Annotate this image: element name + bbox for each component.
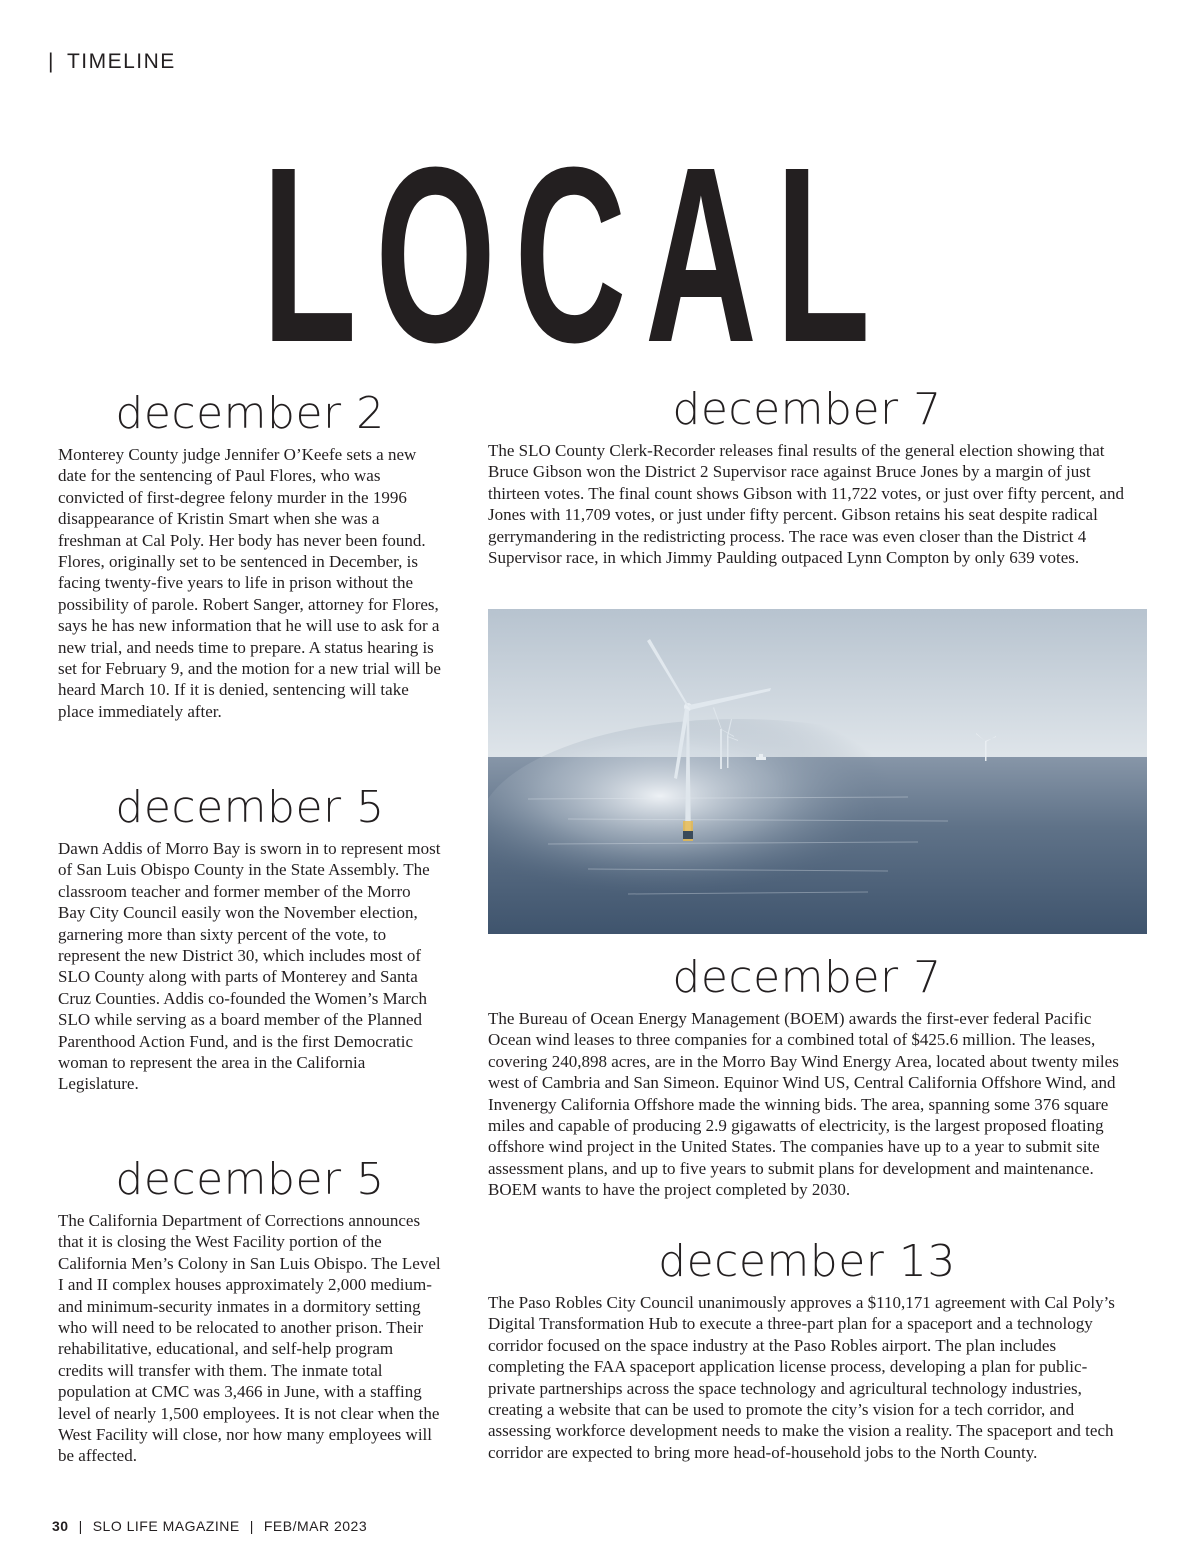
entry-date: december 13: [658, 1236, 956, 1287]
entry-date: december 5: [115, 782, 385, 833]
wind-turbine-photo: [488, 609, 1147, 934]
entry-date: december 7: [672, 952, 942, 1003]
entry-text: The SLO County Clerk-Recorder releases final results of the general election showing that Bruce Gibson won the District 2 Supervisor race against Bruce Jones by a margin of just thirteen votes. The final count shows Gibson with 11,722 votes, or just over fifty percent, and Jones with 11,709 votes, or just under fifty percent. Gibson retains his seat despite radical gerrymandering in the redistricting process. The race was even closer than the District 4 Supervisor race, in which Jimmy Paulding outpaced Lynn Compton by only 639 votes.: [488, 441, 1124, 568]
entry-text: The California Department of Corrections announces that it is closing the West Facility portion of the California Men’s Colony in San Luis Obispo. The Level I and II complex houses approximately 2,000 medium- and minimum-security inmates in a dormitory setting who will need to be relocated to another prison. Their rehabilitative, educational, and self-help program credits will transfer with them. The inmate total population at CMC was 3,466 in June, with a staffing level of nearly 1,500 employees. It is not clear when the West Facility will close, nor how many employees will be affected.: [58, 1211, 441, 1466]
offshore-wind-photo-image: [488, 609, 1147, 934]
entry-text: The Paso Robles City Council unanimously approves a $110,171 agreement with Cal Poly’s Digital Transformation Hub to execute a three-part plan for a spaceport and a technology corridor focused on the space industry at the Paso Robles airport. The plan includes completing the FAA spaceport application license process, developing a plan for public-private partnerships across the space technology and agricultural technology industries, creating a website that can be used to promote the city’s vision for a tech corridor, and assessing workforce development needs to make the vision a reality. The spaceport and tech corridor are expected to bring more head-of-household jobs to the North County.: [488, 1293, 1115, 1462]
section-name: TIMELINE: [66, 50, 176, 73]
timeline-entry: [488, 952, 1126, 1201]
page-title: LOCAL: [262, 115, 889, 394]
entry-date: december 2: [115, 388, 385, 439]
footer-divider: |: [78, 1518, 83, 1534]
timeline-entry: [58, 1154, 442, 1467]
timeline-entry: [488, 1236, 1126, 1463]
timeline-entry: [58, 388, 442, 722]
entry-text: Dawn Addis of Morro Bay is sworn in to represent most of San Luis Obispo County in the State Assembly. The classroom teacher and former member of the Morro Bay City Council easily won the November election, garnering more than sixty percent of the vote, to represent the new District 30, which includes most of SLO County along with parts of Monterey and Santa Cruz Counties. Addis co-founded the Women’s March SLO while serving as a board member of the Planned Parenthood Action Fund, and is the first Democratic woman to represent the area in the California Legislature.: [58, 839, 441, 1094]
publication-name: SLO LIFE MAGAZINE: [92, 1518, 240, 1534]
section-label: [48, 50, 176, 74]
issue-date: FEB/MAR 2023: [263, 1518, 368, 1534]
entry-text: The Bureau of Ocean Energy Management (BOEM) awards the first-ever federal Pacific Ocean wind leases to three companies for a combined total of $425.6 million. The leases, covering 240,898 acres, are in the Morro Bay Wind Energy Area, located about twenty miles west of Cambria and San Simeon. Equinor Wind US, Central California Offshore Wind, and Invenergy California Offshore made the winning bids. The area, spanning some 376 square miles and capable of producing 2.9 gigawatts of electricity, is the largest proposed floating offshore wind project in the United States. The companies have up to a year to submit site assessment plans, and up to five years to submit plans for development and maintenance. BOEM wants to have the project completed by 2030.: [488, 1009, 1119, 1200]
page-footer: [52, 1518, 367, 1534]
timeline-entry: [488, 384, 1126, 568]
section-divider: |: [48, 50, 55, 73]
entry-date: december 5: [115, 1154, 385, 1205]
footer-divider: |: [249, 1518, 254, 1534]
page-number: 30: [52, 1518, 69, 1534]
entry-text: Monterey County judge Jennifer O’Keefe sets a new date for the sentencing of Paul Flores, who was convicted of first-degree felony murder in the 1996 disappearance of Kristin Smart when she was a freshman at Cal Poly. Her body has never been found. Flores, originally set to be sentenced in December, is facing twenty-five years to life in prison without the possibility of parole. Robert Sanger, attorney for Flores, says he has new information that he will use to ask for a new trial, and needs time to prepare. A status hearing is set for February 9, and the motion for a new trial will be heard March 10. If it is denied, sentencing will take place immediately after.: [58, 445, 441, 721]
timeline-entry: [58, 782, 442, 1095]
entry-date: december 7: [672, 384, 942, 435]
